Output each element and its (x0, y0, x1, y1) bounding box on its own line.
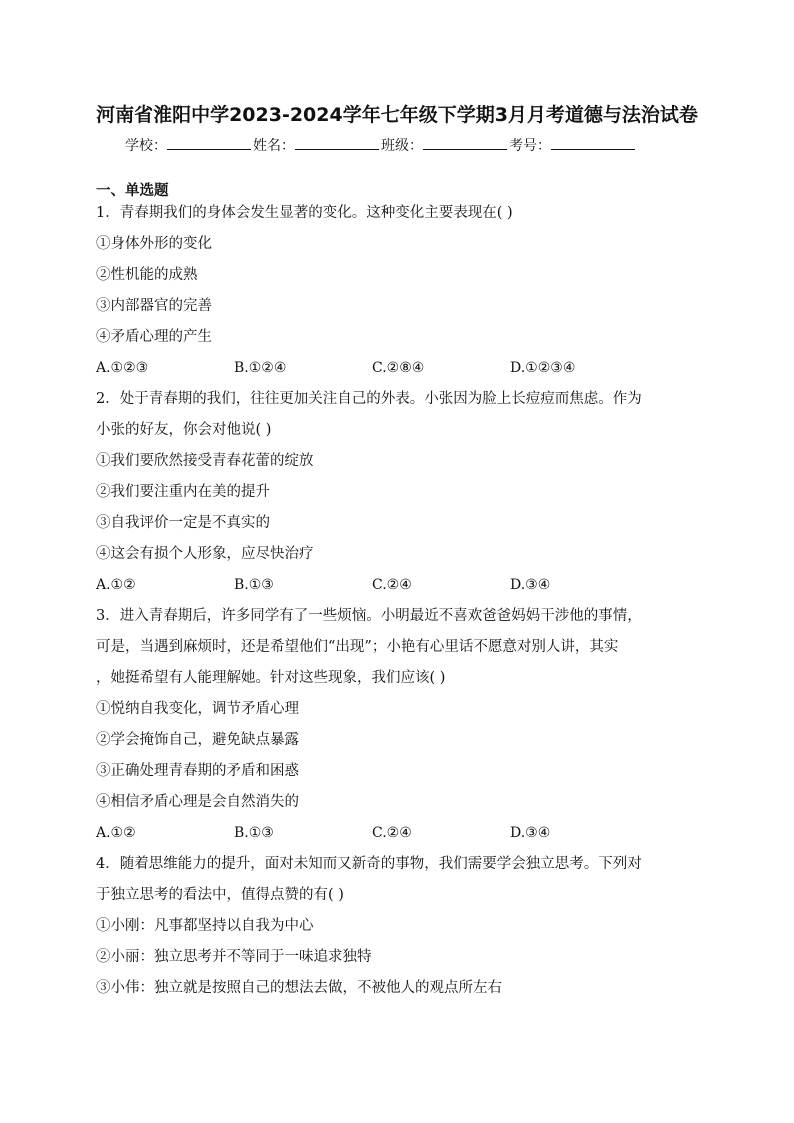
q2-stem-line-1: 2．处于青春期的我们，往往更加关注自己的外表。小张因为脸上长痘痘而焦虑。作为 (96, 391, 642, 407)
q1-item-2: ②性机能的成熟 (96, 267, 198, 283)
q1-option-b[interactable]: B.①②④ (234, 360, 287, 376)
q1-option-c[interactable]: C.②⑧④ (372, 360, 425, 376)
section-title: 一、单选题 (96, 183, 169, 199)
q2-item-4: ④这会有损个人形象，应尽快治疗 (96, 546, 314, 562)
q1-item-3: ③内部器官的完善 (96, 298, 212, 314)
number-blank[interactable] (551, 135, 635, 150)
q3-option-d[interactable]: D.③④ (510, 825, 551, 841)
q2-item-2: ②我们要注重内在美的提升 (96, 484, 270, 500)
q4-item-3: ③小伟：独立就是按照自己的想法去做，不被他人的观点所左右 (96, 980, 502, 996)
q2-option-a[interactable]: A.①② (96, 577, 136, 593)
q4-item-2: ②小丽：独立思考并不等同于一味追求独特 (96, 949, 372, 965)
q3-stem-line-2: 可是，当遇到麻烦时，还是希望他们“出现”；小艳有心里话不愿意对别人讲，其实 (96, 639, 619, 655)
q2-item-3: ③自我评价一定是不真实的 (96, 515, 270, 531)
q3-option-b[interactable]: B.①③ (234, 825, 274, 841)
q3-stem-line-3: ，她挺希望有人能理解她。针对这些现象，我们应该( ) (96, 670, 446, 686)
q1-option-d[interactable]: D.①②③④ (510, 360, 576, 376)
q2-item-1: ①我们要欣然接受青春花蕾的绽放 (96, 453, 314, 469)
exam-title: 河南省淮阳中学2023-2024学年七年级下学期3月月考道德与法治试卷 (96, 104, 698, 126)
class-label: 班级： (381, 138, 423, 154)
number-label: 考号： (509, 138, 551, 154)
q1-item-1: ①身体外形的变化 (96, 236, 212, 252)
q3-item-4: ④相信矛盾心理是会自然消失的 (96, 794, 299, 810)
q3-item-3: ③正确处理青春期的矛盾和困惑 (96, 763, 299, 779)
q3-item-1: ①悦纳自我变化，调节矛盾心理 (96, 701, 299, 717)
school-blank[interactable] (167, 135, 251, 150)
name-label: 姓名： (253, 138, 295, 154)
class-blank[interactable] (423, 135, 507, 150)
q4-item-1: ①小刚：凡事都坚持以自我为中心 (96, 918, 314, 934)
q1-stem: 1．青春期我们的身体会发生显著的变化。这种变化主要表现在( ) (96, 205, 513, 221)
q4-stem-line-1: 4．随着思维能力的提升，面对未知而又新奇的事物，我们需要学会独立思考。下列对 (96, 856, 642, 872)
q2-stem-line-2: 小张的好友，你会对他说( ) (96, 422, 272, 438)
q3-option-a[interactable]: A.①② (96, 825, 136, 841)
q2-option-d[interactable]: D.③④ (510, 577, 551, 593)
name-blank[interactable] (295, 135, 379, 150)
school-label: 学校： (125, 138, 167, 154)
q1-option-a[interactable]: A.①②③ (96, 360, 149, 376)
q3-option-c[interactable]: C.②④ (372, 825, 412, 841)
student-info-row (125, 135, 685, 156)
q1-item-4: ④矛盾心理的产生 (96, 329, 212, 345)
q4-stem-line-2: 于独立思考的看法中，值得点赞的有( ) (96, 887, 344, 903)
q2-option-c[interactable]: C.②④ (372, 577, 412, 593)
q2-option-b[interactable]: B.①③ (234, 577, 274, 593)
q3-item-2: ②学会掩饰自己，避免缺点暴露 (96, 732, 299, 748)
q3-stem-line-1: 3．进入青春期后，许多同学有了一些烦恼。小明最近不喜欢爸爸妈妈干涉他的事情， (96, 608, 642, 624)
